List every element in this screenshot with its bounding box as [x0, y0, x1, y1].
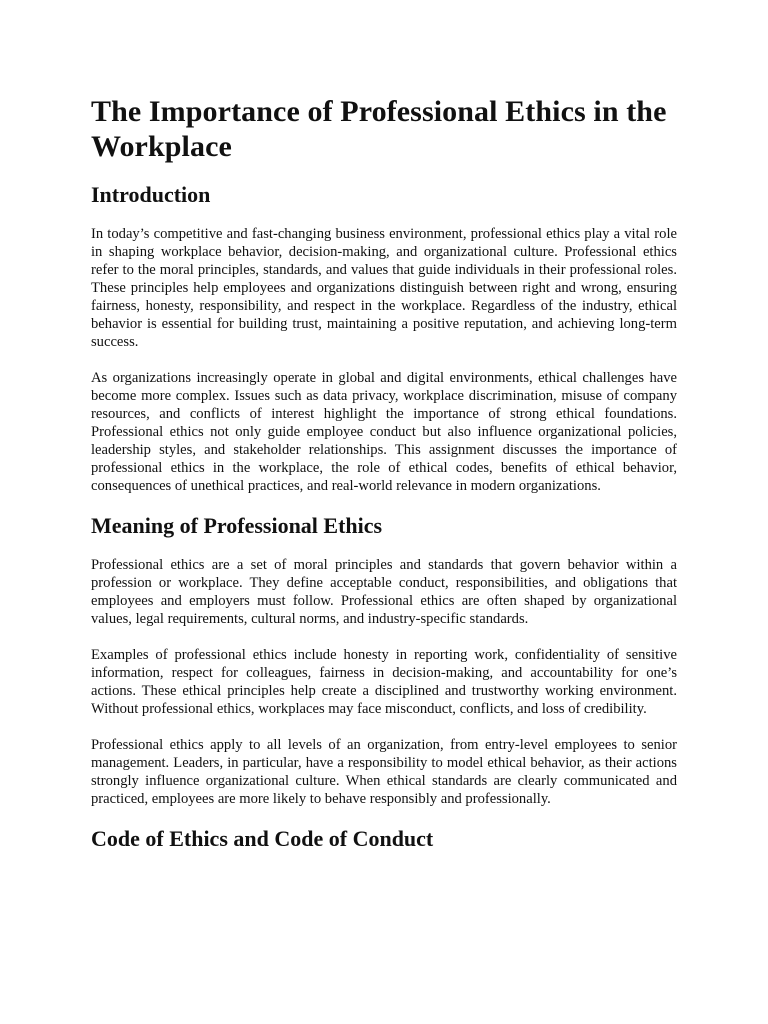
document-title: The Importance of Professional Ethics in the Workplace: [91, 95, 667, 163]
section-heading-meaning: Meaning of Professional Ethics: [91, 513, 383, 538]
paragraph: Examples of professional ethics include honesty in reporting work, confidentiality of sensitive information, respect for colleagues, fairness in decision-making, and accountability for one’s actions. These ethical principles help create a disciplined and trustworthy working environment. Without professional ethics, workplaces may face misconduct, conflicts, and loss of credibility.: [91, 647, 677, 717]
document-page: [91, 94, 677, 869]
paragraph: In today’s competitive and fast-changing business environment, professional ethics play a vital role in shaping workplace behavior, decision-making, and organizational culture. Professional ethics refer to the moral principles, standards, and values that guide individuals in their professional roles. These principles help employees and organizations distinguish between right and wrong, ensuring fairness, honesty, responsibility, and respect in the workplace. Regardless of the industry, ethical behavior is essential for building trust, maintaining a positive reputation, and achieving long-term success.: [91, 226, 677, 350]
section-heading-code-of-ethics: Code of Ethics and Code of Conduct: [91, 826, 434, 851]
section-heading-introduction: Introduction: [91, 182, 211, 207]
paragraph: As organizations increasingly operate in global and digital environments, ethical challenges have become more complex. Issues such as data privacy, workplace discrimination, misuse of company resources, and conflicts of interest highlight the importance of strong ethical foundations. Professional ethics not only guide employee conduct but also influence organizational policies, leadership styles, and stakeholder relationships. This assignment discusses the importance of professional ethics in the workplace, the role of ethical codes, benefits of ethical behavior, consequences of unethical practices, and real-world relevance in modern organizations.: [91, 370, 677, 494]
paragraph: Professional ethics apply to all levels of an organization, from entry-level employees to senior management. Leaders, in particular, have a responsibility to model ethical behavior, as their actions strongly influence organizational culture. When ethical standards are clearly communicated and practiced, employees are more likely to behave responsibly and professionally.: [91, 737, 677, 807]
paragraph: Professional ethics are a set of moral principles and standards that govern behavior within a profession or workplace. They define acceptable conduct, responsibilities, and obligations that employees and employers must follow. Professional ethics are often shaped by organizational values, legal requirements, cultural norms, and industry-specific standards.: [91, 557, 677, 627]
